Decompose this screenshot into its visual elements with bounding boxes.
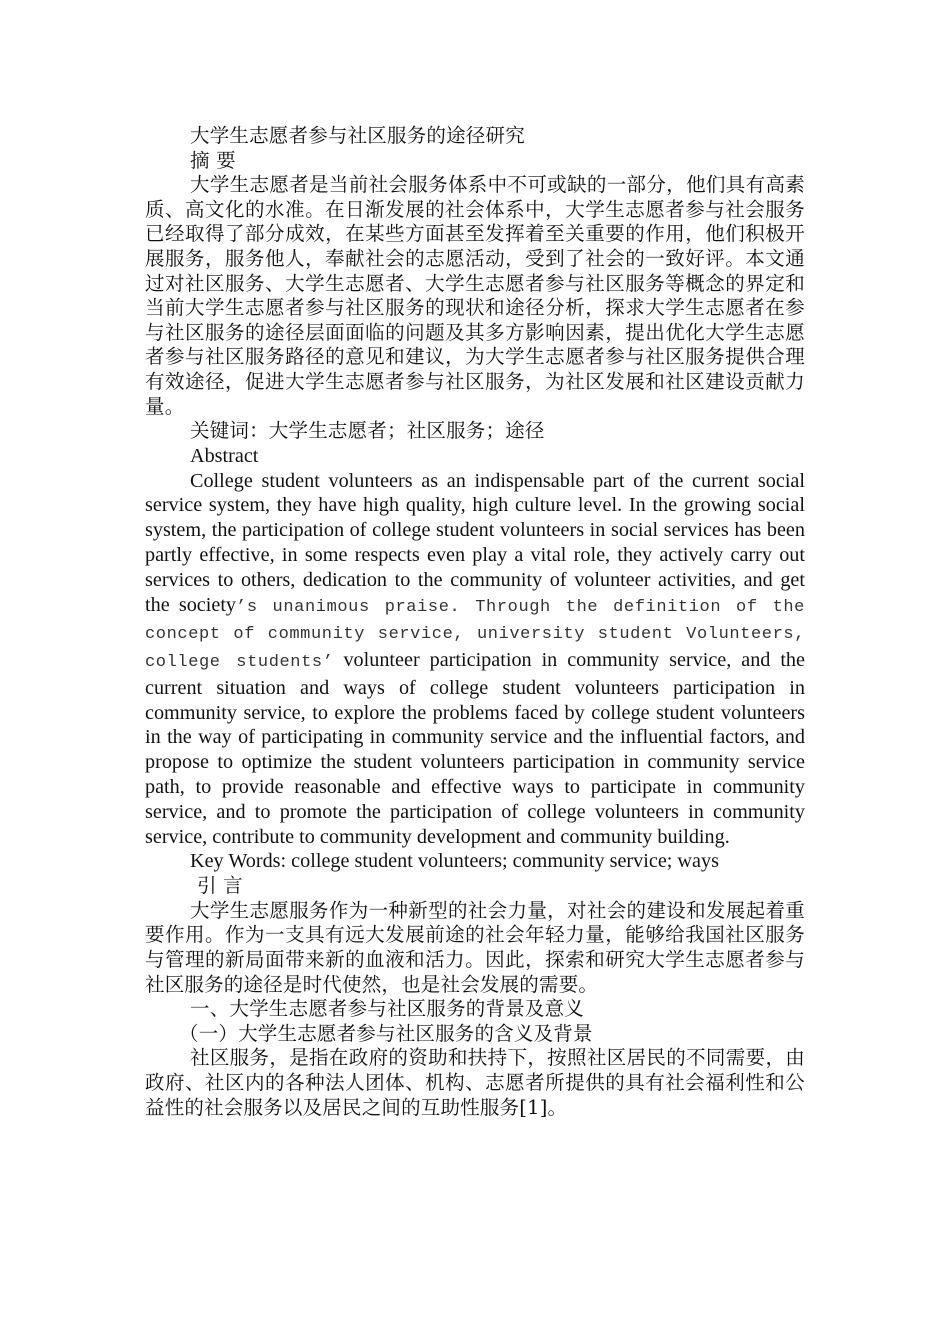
intro-heading: 引 言 [197, 874, 243, 898]
section1-heading: 一、大学生志愿者参与社区服务的背景及意义 [190, 997, 585, 1021]
document-page [145, 124, 805, 1120]
document-title: 大学生志愿者参与社区服务的途径研究 [190, 124, 525, 147]
abstract-en-text-part2: ’s unanimous praise. Through the definition of the concept of community service, university student Volunteers, college students’ [145, 597, 805, 673]
abstract-en-heading: Abstract [190, 444, 259, 467]
abstract-en-text-part3: volunteer participation in community service, and the current situation and ways of college student volunteers participation in community service, to explore the problems faced by college student volunteers in the way of participating in community service and the influential factors, and propose to optimize the student volunteers participation in community service path, to provide reasonable and effective ways to participate in community service, and to promote the participation of college volunteers in community service, contribute to community development and community building. [145, 649, 805, 848]
section1-1-paragraph: 社区服务，是指在政府的资助和扶持下，按照社区居民的不同需要，由政府、社区内的各种法人团体、机构、志愿者所提供的具有社会福利性和公益性的社会服务以及居民之间的互助性服务[1]。 [145, 1046, 805, 1119]
keywords-en: Key Words: college student volunteers; community service; ways [190, 850, 719, 873]
abstract-heading: 摘 要 [190, 148, 236, 172]
abstract-en-paragraph [145, 469, 805, 850]
section1-1-heading: （一）大学生志愿者参与社区服务的含义及背景 [179, 1021, 593, 1045]
abstract-en-text-part1: College student volunteers as an indispensable part of the current social service system, they have high quality, high culture level. In the growing social system, the participation of college student volunteers in social services has been partly effective, in some respects even play a vital role, they actively carry out services to others, dedication to the community of volunteer activities, and get the society [145, 469, 805, 616]
keywords-cn: 关键词：大学生志愿者；社区服务；途径 [190, 419, 545, 443]
intro-paragraph: 大学生志愿服务作为一种新型的社会力量，对社会的建设和发展起着重要作用。作为一支具有远大发展前途的社会年轻力量，能够给我国社区服务与管理的新局面带来新的血液和活力。因此，探索和研究大学生志愿者参与社区服务的途径是时代使然，也是社会发展的需要。 [145, 898, 805, 996]
abstract-cn-paragraph: 大学生志愿者是当前社会服务体系中不可或缺的一部分，他们具有高素质、高文化的水准。在日渐发展的社会体系中，大学生志愿者参与社会服务已经取得了部分成效，在某些方面甚至发挥着至关重要的作用，他们积极开展服务，服务他人，奉献社会的志愿活动，受到了社会的一致好评。本文通过对社区服务、大学生志愿者、大学生志愿者参与社区服务等概念的界定和当前大学生志愿者参与社区服务的现状和途径分析，探求大学生志愿者在参与社区服务的途径层面面临的问题及其多方影响因素，提出优化大学生志愿者参与社区服务路径的意见和建议，为大学生志愿者参与社区服务提供合理有效途径，促进大学生志愿者参与社区服务，为社区发展和社区建设贡献力量。 [145, 173, 805, 418]
